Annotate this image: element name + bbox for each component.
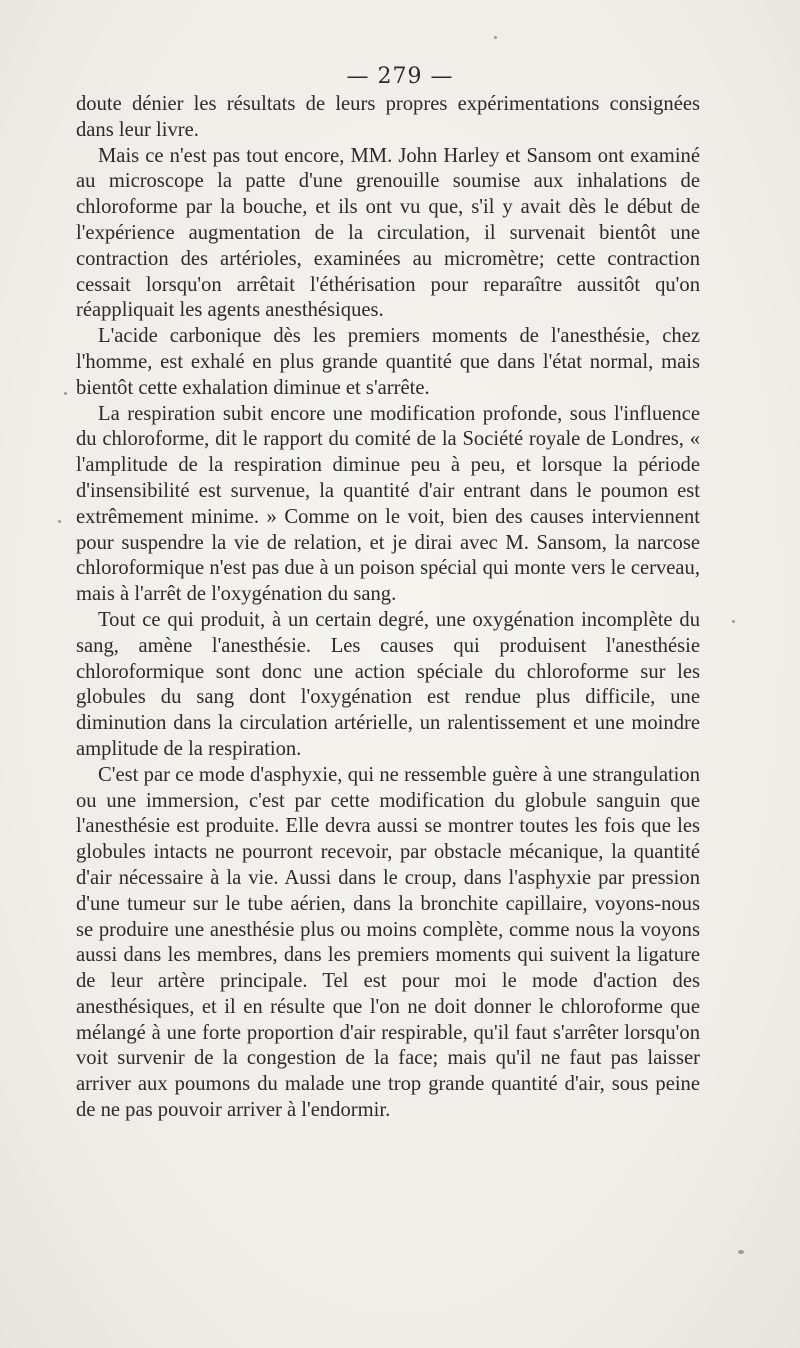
- paper-speck: [64, 392, 67, 395]
- paragraph: doute dénier les résultats de leurs propres expérimentations consignées dans leur livre.: [76, 93, 700, 141]
- paper-speck: [732, 620, 735, 623]
- body-text: [76, 92, 700, 1124]
- page-number: — 279 —: [346, 64, 454, 89]
- paragraph: Mais ce n'est pas tout encore, MM. John Harley et Sansom ont examiné au microscope la patte d'une grenouille soumise aux inhalations de chloroforme par la bouche, et ils ont vu que, s'il y avait dès le début de l'expérience augmentation de la circulation, il survenait bientôt une contraction des artérioles, examinées au micromètre; cette contraction cessait lorsqu'on arrêtait l'éthérisation pour reparaître aussitôt qu'on réappliquait les agents anesthésiques.: [76, 144, 700, 322]
- paragraph: Tout ce qui produit, à un certain degré, une oxygénation incomplète du sang, amène l'anesthésie. Les causes qui produisent l'anesthésie chloroformique sont donc une action spéciale du chloroforme sur les globules du sang dont l'oxygénation est rendue plus difficile, une diminution dans la circulation artérielle, un ralentissement et une moindre amplitude de la respiration.: [76, 608, 700, 760]
- paragraph: La respiration subit encore une modification profonde, sous l'influence du chloroforme, dit le rapport du comité de la Société royale de Londres, « l'amplitude de la respiration diminue peu à peu, et lorsque la période d'insensibilité est survenue, la quantité d'air entrant dans le poumon est extrêmement minime. » Comme on le voit, bien des causes interviennent pour suspendre la vie de relation, et je dirai avec M. Sansom, la narcose chloroformique n'est pas due à un poison spécial qui monte vers le cerveau, mais à l'arrêt de l'oxygénation du sang.: [76, 402, 700, 606]
- paragraph: C'est par ce mode d'asphyxie, qui ne ressemble guère à une strangulation ou une immersion, c'est par cette modification du globule sanguin que l'anesthésie est produite. Elle devra aussi se montrer toutes les fois que les globules intacts ne pourront recevoir, par obstacle mécanique, la quantité d'air nécessaire à la vie. Aussi dans le croup, dans l'asphyxie par pression d'une tumeur sur le tube aérien, dans la bronchite capillaire, voyons-nous se produire une anesthésie plus ou moins complète, comme nous la voyons aussi dans les membres, dans les premiers moments qui suivent la ligature de leur artère principale. Tel est pour moi le mode d'action des anesthésiques, et il en résulte que l'on ne doit donner le chloroforme que mélangé à une forte proportion d'air respirable, qu'il faut s'arrêter lorsqu'on voit survenir de la congestion de la face; mais qu'il ne faut pas laisser arriver aux poumons du malade une trop grande quantité d'air, sous peine de ne pas pouvoir arriver à l'endormir.: [76, 763, 700, 1122]
- paper-speck: [494, 36, 497, 39]
- paper-speck: [738, 1250, 744, 1254]
- paragraph: L'acide carbonique dès les premiers moments de l'anesthésie, chez l'homme, est exhalé en plus grande quantité que dans l'état normal, mais bientôt cette exhalation diminue et s'arrête.: [76, 325, 700, 399]
- paper-speck: [58, 520, 61, 523]
